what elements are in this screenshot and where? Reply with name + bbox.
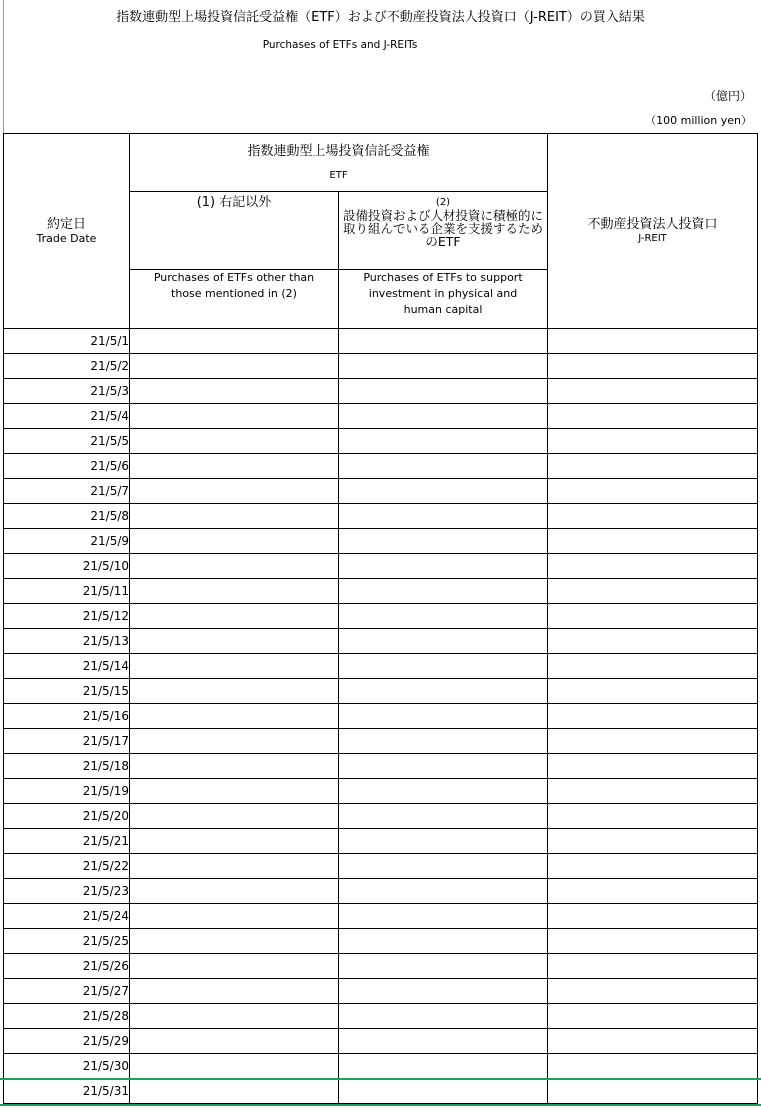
table-row bbox=[4, 329, 758, 354]
unit-label-en: （100 million yen） bbox=[645, 114, 752, 127]
jreit-cell[interactable] bbox=[548, 854, 758, 879]
etf1-cell[interactable] bbox=[130, 629, 339, 654]
etf1-cell[interactable] bbox=[130, 504, 339, 529]
table-row bbox=[4, 654, 758, 679]
etf2-cell[interactable] bbox=[339, 1054, 548, 1079]
table-row bbox=[4, 1029, 758, 1054]
table-row bbox=[4, 1004, 758, 1029]
date-cell[interactable]: 21/5/26 bbox=[4, 954, 130, 979]
etf1-cell[interactable] bbox=[130, 804, 339, 829]
etf1-cell[interactable] bbox=[130, 1029, 339, 1054]
jreit-cell[interactable] bbox=[548, 954, 758, 979]
etf1-cell[interactable] bbox=[130, 554, 339, 579]
selected-row-top-line bbox=[0, 1078, 761, 1080]
date-cell[interactable]: 21/5/22 bbox=[4, 854, 130, 879]
table-row bbox=[4, 979, 758, 1004]
etf1-cell[interactable] bbox=[130, 1004, 339, 1029]
table-row bbox=[4, 929, 758, 954]
etf1-cell[interactable] bbox=[130, 529, 339, 554]
etf1-cell[interactable] bbox=[130, 354, 339, 379]
jreit-cell[interactable] bbox=[548, 529, 758, 554]
etf1-cell[interactable] bbox=[130, 379, 339, 404]
etf1-cell[interactable] bbox=[130, 904, 339, 929]
page-title-en: Purchases of ETFs and J-REITs bbox=[262, 39, 418, 51]
jreit-cell[interactable] bbox=[548, 379, 758, 404]
jreit-cell[interactable] bbox=[548, 554, 758, 579]
date-cell[interactable]: 21/5/9 bbox=[4, 529, 130, 554]
table-row bbox=[4, 679, 758, 704]
date-cell[interactable]: 21/5/20 bbox=[4, 804, 130, 829]
date-cell[interactable]: 21/5/15 bbox=[4, 679, 130, 704]
etf1-cell[interactable] bbox=[130, 404, 339, 429]
etf1-cell[interactable] bbox=[130, 454, 339, 479]
table-row bbox=[4, 879, 758, 904]
date-cell[interactable]: 21/5/1 bbox=[4, 329, 130, 354]
jreit-cell[interactable] bbox=[548, 504, 758, 529]
table-row bbox=[4, 479, 758, 504]
etf2-cell[interactable] bbox=[339, 904, 548, 929]
unit-label-ja: （億円） bbox=[703, 89, 752, 103]
etf-col1-header-ja: (1) 右記以外 bbox=[196, 195, 272, 210]
jreit-cell[interactable] bbox=[548, 679, 758, 704]
table-row bbox=[4, 404, 758, 429]
etf2-cell[interactable] bbox=[339, 604, 548, 629]
jreit-cell[interactable] bbox=[548, 754, 758, 779]
etf-col1-desc[interactable] bbox=[130, 270, 339, 329]
etf1-cell[interactable] bbox=[130, 579, 339, 604]
table-row bbox=[4, 754, 758, 779]
etf1-cell[interactable] bbox=[130, 854, 339, 879]
etf2-cell[interactable] bbox=[339, 979, 548, 1004]
jreit-cell[interactable] bbox=[548, 479, 758, 504]
etf2-cell[interactable] bbox=[339, 879, 548, 904]
etf1-cell[interactable] bbox=[130, 679, 339, 704]
table-row bbox=[4, 629, 758, 654]
jreit-cell[interactable] bbox=[548, 1079, 758, 1104]
jreit-cell[interactable] bbox=[548, 429, 758, 454]
table-row bbox=[4, 779, 758, 804]
jreit-cell[interactable] bbox=[548, 904, 758, 929]
etf2-cell[interactable] bbox=[339, 1079, 548, 1104]
date-cell[interactable]: 21/5/27 bbox=[4, 979, 130, 1004]
etf2-cell[interactable] bbox=[339, 504, 548, 529]
etf2-cell[interactable] bbox=[339, 954, 548, 979]
date-cell[interactable]: 21/5/28 bbox=[4, 1004, 130, 1029]
jreit-cell[interactable] bbox=[548, 1029, 758, 1054]
table-row bbox=[4, 1079, 758, 1104]
jreit-cell[interactable] bbox=[548, 829, 758, 854]
table-row bbox=[4, 704, 758, 729]
date-cell[interactable]: 21/5/5 bbox=[4, 429, 130, 454]
jreit-cell[interactable] bbox=[548, 329, 758, 354]
jreit-cell[interactable] bbox=[548, 654, 758, 679]
etf2-cell[interactable] bbox=[339, 579, 548, 604]
jreit-cell[interactable] bbox=[548, 1004, 758, 1029]
jreit-cell[interactable] bbox=[548, 729, 758, 754]
jreit-cell[interactable] bbox=[548, 1054, 758, 1079]
trade-date-header[interactable] bbox=[4, 134, 130, 329]
etf2-cell[interactable] bbox=[339, 729, 548, 754]
etf-col2-number: (2) bbox=[435, 197, 451, 208]
date-cell[interactable]: 21/5/19 bbox=[4, 779, 130, 804]
etf2-cell[interactable] bbox=[339, 554, 548, 579]
date-cell[interactable]: 21/5/11 bbox=[4, 579, 130, 604]
table-row bbox=[4, 429, 758, 454]
etf2-cell[interactable] bbox=[339, 379, 548, 404]
etf1-cell[interactable] bbox=[130, 479, 339, 504]
date-cell[interactable]: 21/5/16 bbox=[4, 704, 130, 729]
etf2-cell[interactable] bbox=[339, 929, 548, 954]
etf2-cell[interactable] bbox=[339, 429, 548, 454]
etf-col2-desc[interactable] bbox=[339, 270, 548, 329]
etf-col1-header-en: Purchases of ETFs other than those mentioned in (2) bbox=[153, 271, 315, 300]
etf2-cell[interactable] bbox=[339, 829, 548, 854]
etf2-cell[interactable] bbox=[339, 329, 548, 354]
jreit-cell[interactable] bbox=[548, 704, 758, 729]
etf1-cell[interactable] bbox=[130, 979, 339, 1004]
etf-col1-header[interactable] bbox=[130, 192, 339, 270]
table-row bbox=[4, 454, 758, 479]
table-row bbox=[4, 579, 758, 604]
etf1-cell[interactable] bbox=[130, 779, 339, 804]
date-cell[interactable]: 21/5/21 bbox=[4, 829, 130, 854]
etf1-cell[interactable] bbox=[130, 754, 339, 779]
page-title-ja: 指数連動型上場投資信託受益権（ETF）および不動産投資法人投資口（J-REIT）の買入結果 bbox=[116, 10, 645, 25]
jreit-cell[interactable] bbox=[548, 354, 758, 379]
etf1-cell[interactable] bbox=[130, 879, 339, 904]
date-cell[interactable]: 21/5/3 bbox=[4, 379, 130, 404]
etf2-cell[interactable] bbox=[339, 404, 548, 429]
jreit-header-en: J-REIT bbox=[638, 233, 667, 244]
jreit-cell[interactable] bbox=[548, 804, 758, 829]
table-row bbox=[4, 804, 758, 829]
etf-header-en: ETF bbox=[329, 169, 348, 181]
jreit-cell[interactable] bbox=[548, 879, 758, 904]
etf2-cell[interactable] bbox=[339, 1029, 548, 1054]
jreit-cell[interactable] bbox=[548, 979, 758, 1004]
table-row bbox=[4, 954, 758, 979]
etf2-cell[interactable] bbox=[339, 779, 548, 804]
table-row bbox=[4, 379, 758, 404]
etf1-cell[interactable] bbox=[130, 729, 339, 754]
jreit-cell[interactable] bbox=[548, 629, 758, 654]
etf-col2-header-ja: 設備投資および人材投資に積極的に取り組んでいる企業を支援するためのETF bbox=[343, 208, 544, 249]
purchases-table bbox=[3, 133, 758, 1104]
date-cell[interactable]: 21/5/25 bbox=[4, 929, 130, 954]
etf2-cell[interactable] bbox=[339, 629, 548, 654]
etf2-cell[interactable] bbox=[339, 754, 548, 779]
etf2-cell[interactable] bbox=[339, 654, 548, 679]
date-cell[interactable]: 21/5/14 bbox=[4, 654, 130, 679]
jreit-cell[interactable] bbox=[548, 454, 758, 479]
trade-date-header-ja: 約定日 bbox=[46, 216, 86, 232]
etf2-cell[interactable] bbox=[339, 854, 548, 879]
etf2-cell[interactable] bbox=[339, 354, 548, 379]
date-cell[interactable]: 21/5/31 bbox=[4, 1079, 130, 1104]
date-cell[interactable]: 21/5/2 bbox=[4, 354, 130, 379]
etf2-cell[interactable] bbox=[339, 529, 548, 554]
date-cell[interactable]: 21/5/18 bbox=[4, 754, 130, 779]
date-cell[interactable]: 21/5/23 bbox=[4, 879, 130, 904]
jreit-cell[interactable] bbox=[548, 604, 758, 629]
etf1-cell[interactable] bbox=[130, 954, 339, 979]
table-row bbox=[4, 554, 758, 579]
etf2-cell[interactable] bbox=[339, 1004, 548, 1029]
selected-row-bottom-line bbox=[0, 1104, 761, 1106]
date-cell[interactable]: 21/5/4 bbox=[4, 404, 130, 429]
etf2-cell[interactable] bbox=[339, 679, 548, 704]
table-row bbox=[4, 729, 758, 754]
table-row bbox=[4, 904, 758, 929]
etf1-cell[interactable] bbox=[130, 704, 339, 729]
date-cell[interactable]: 21/5/29 bbox=[4, 1029, 130, 1054]
etf1-cell[interactable] bbox=[130, 654, 339, 679]
etf1-cell[interactable] bbox=[130, 829, 339, 854]
etf2-cell[interactable] bbox=[339, 804, 548, 829]
etf-col2-header-en: Purchases of ETFs to support investment in physical and human capital bbox=[363, 271, 523, 316]
date-cell[interactable]: 21/5/17 bbox=[4, 729, 130, 754]
etf1-cell[interactable] bbox=[130, 604, 339, 629]
jreit-header[interactable] bbox=[548, 134, 758, 329]
jreit-header-ja: 不動産投資法人投資口 bbox=[587, 217, 718, 232]
table-row bbox=[4, 604, 758, 629]
etf2-cell[interactable] bbox=[339, 454, 548, 479]
table-row bbox=[4, 854, 758, 879]
date-cell[interactable]: 21/5/7 bbox=[4, 479, 130, 504]
jreit-cell[interactable] bbox=[548, 404, 758, 429]
table-row bbox=[4, 1054, 758, 1079]
trade-date-header-en: Trade Date bbox=[36, 231, 97, 245]
table-row bbox=[4, 829, 758, 854]
etf-col2-header[interactable] bbox=[339, 192, 548, 270]
etf1-cell[interactable] bbox=[130, 429, 339, 454]
etf-header[interactable] bbox=[130, 134, 548, 192]
date-cell[interactable]: 21/5/6 bbox=[4, 454, 130, 479]
etf1-cell[interactable] bbox=[130, 329, 339, 354]
etf2-cell[interactable] bbox=[339, 479, 548, 504]
date-cell[interactable]: 21/5/10 bbox=[4, 554, 130, 579]
etf1-cell[interactable] bbox=[130, 1054, 339, 1079]
date-cell[interactable]: 21/5/13 bbox=[4, 629, 130, 654]
etf1-cell[interactable] bbox=[130, 929, 339, 954]
jreit-cell[interactable] bbox=[548, 779, 758, 804]
date-cell[interactable]: 21/5/12 bbox=[4, 604, 130, 629]
jreit-cell[interactable] bbox=[548, 579, 758, 604]
date-cell[interactable]: 21/5/8 bbox=[4, 504, 130, 529]
etf1-cell[interactable] bbox=[130, 1079, 339, 1104]
etf-header-ja: 指数連動型上場投資信託受益権 bbox=[247, 143, 430, 159]
table-row bbox=[4, 504, 758, 529]
table-row bbox=[4, 354, 758, 379]
date-cell[interactable]: 21/5/24 bbox=[4, 904, 130, 929]
etf2-cell[interactable] bbox=[339, 704, 548, 729]
date-cell[interactable]: 21/5/30 bbox=[4, 1054, 130, 1079]
table-row bbox=[4, 529, 758, 554]
jreit-cell[interactable] bbox=[548, 929, 758, 954]
